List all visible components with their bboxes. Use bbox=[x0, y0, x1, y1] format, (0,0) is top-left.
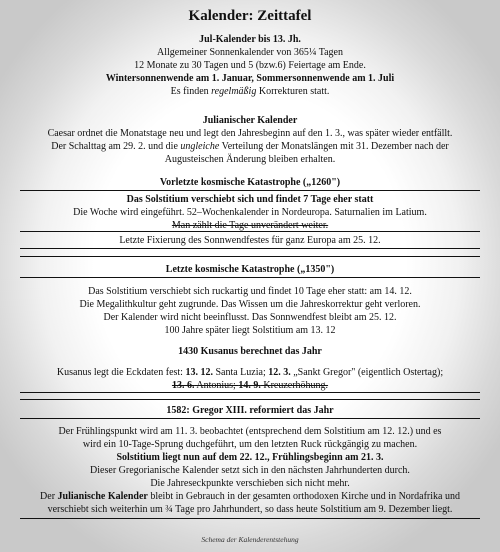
gregor-line-6 bbox=[0, 490, 500, 503]
gregor-line-1: Der Frühlingspunkt wird am 11. 3. beobachtet (entsprechend dem Solstitium am 12. 12.) und es bbox=[58, 426, 442, 437]
gregor-line-6-a: Der bbox=[40, 491, 58, 502]
gregor-line-5: Die Jahreseckpunkte verschieben sich nicht mehr. bbox=[150, 478, 350, 489]
section-jul-kalender bbox=[0, 33, 500, 98]
divider bbox=[20, 190, 480, 191]
kusanus-line-2 bbox=[0, 379, 500, 392]
divider bbox=[20, 248, 480, 249]
section-cat1 bbox=[0, 193, 500, 232]
julian-line-2-post: Verteilung der Monatslängen mit 31. Dezember nach der bbox=[219, 141, 449, 152]
section-kusanus bbox=[0, 366, 500, 392]
kusanus-date-13-12: 13. 12. bbox=[185, 367, 213, 378]
gregor-line-4: Dieser Gregorianische Kalender setzt sich in den nächsten Jahrhunderten durch. bbox=[90, 465, 410, 476]
page-title: Kalender: Zeittafel bbox=[188, 8, 312, 24]
kusanus-date-14-9: 14. 9. bbox=[238, 380, 261, 391]
cat2-line-2: Die Megalithkultur geht zugrunde. Das Wissen um die Jahreskorrektur geht verloren. bbox=[79, 299, 421, 310]
julian-line-3: Augusteischen Änderung bleiben erhalten. bbox=[164, 154, 336, 165]
kusanus-date-13-6: 13. 6. bbox=[171, 380, 195, 391]
jul-line-3: Wintersonnenwende am 1. Januar, Sommersonnenwende am 1. Juli bbox=[105, 73, 395, 84]
gregor-line-2: wird ein 10-Tage-Sprung duchgeführt, um den letzten Ruck rückgängig zu machen. bbox=[82, 439, 418, 450]
divider bbox=[20, 399, 480, 400]
jul-line-4 bbox=[0, 85, 500, 98]
gregor-line-6-c: bleibt in Gebrauch in der gesamten orthodoxen Kirche und in Nordafrika und bbox=[147, 491, 460, 502]
divider bbox=[20, 418, 480, 419]
julian-line-1: Caesar ordnet die Monatstage neu und legt den Jahresbeginn auf den 1. 3., was später wieder entfällt. bbox=[47, 128, 453, 139]
cat1-line-3: Man zählt die Tage unverändert weiter. bbox=[171, 220, 329, 231]
section-gregor bbox=[0, 425, 500, 516]
julian-line-2 bbox=[0, 140, 500, 153]
jul-heading: Jul-Kalender bis 13. Jh. bbox=[199, 34, 301, 45]
kusanus-heading: 1430 Kusanus berechnet das Jahr bbox=[178, 346, 322, 357]
jul-line-2: 12 Monate zu 30 Tagen und 5 (bzw.6) Feiertage am Ende. bbox=[134, 60, 366, 71]
jul-line-4-post: Korrekturen statt. bbox=[256, 86, 330, 97]
jul-line-4-pre: Es finden bbox=[170, 86, 212, 97]
divider bbox=[20, 277, 480, 278]
kusanus-line-2-d: Kreuzerhöhung. bbox=[260, 380, 329, 391]
cat2-line-4: 100 Jahre später liegt Solstitium am 13. 12 bbox=[164, 325, 336, 336]
kusanus-line-1-a: Kusanus legt die Eckdaten fest: bbox=[56, 367, 186, 378]
figure-caption: Schema der Kalenderentstehung bbox=[201, 535, 299, 544]
cat1-heading: Vorletzte kosmische Katastrophe („1260") bbox=[159, 177, 341, 188]
gregor-line-6-b: Julianische Kalender bbox=[57, 491, 148, 502]
jul-line-1: Allgemeiner Sonnenkalender von 365¼ Tagen bbox=[156, 47, 343, 58]
cat1-line-1: Das Solstitium verschiebt sich und findet 7 Tage eher statt bbox=[126, 194, 374, 205]
julian-heading: Julianischer Kalender bbox=[202, 115, 298, 126]
cat2-line-3: Der Kalender wird nicht beeinflusst. Das Sonnwendfest bleibt am 25. 12. bbox=[103, 312, 397, 323]
gregor-heading: 1582: Gregor XIII. reformiert das Jahr bbox=[166, 405, 334, 416]
kusanus-date-12-3: 12. 3. bbox=[268, 367, 291, 378]
kusanus-line-2-b: Antonius; bbox=[194, 380, 239, 391]
divider bbox=[20, 231, 480, 232]
cat2-line-1: Das Solstitium verschiebt sich ruckartig und findet 10 Tage eher statt: am 14. 12. bbox=[88, 286, 412, 297]
kusanus-line-1-e: „Sankt Gregor" (eigentlich Ostertag); bbox=[290, 367, 444, 378]
gregor-line-7: verschiebt sich weiterhin um ¾ Tage pro Jahrhundert, so dass heute Solstitium am 9. Dezember liegt. bbox=[47, 504, 453, 515]
gregor-line-3: Solstitium liegt nun auf dem 22. 12., Frühlingsbeginn am 21. 3. bbox=[116, 452, 384, 463]
julian-line-2-em: ungleiche bbox=[180, 141, 220, 152]
section-cat2 bbox=[0, 285, 500, 337]
kusanus-line-1 bbox=[0, 366, 500, 379]
cat2-heading: Letzte kosmische Katastrophe („1350") bbox=[165, 264, 335, 275]
section-julian bbox=[0, 114, 500, 166]
divider bbox=[20, 256, 480, 257]
julian-line-2-pre: Der Schalttag am 29. 2. und die bbox=[51, 141, 181, 152]
divider bbox=[20, 392, 480, 393]
cat1-line-4: Letzte Fixierung des Sonnwendfestes für ganz Europa am 25. 12. bbox=[119, 235, 381, 246]
jul-line-4-em: regelmäßig bbox=[211, 86, 257, 97]
divider bbox=[20, 518, 480, 519]
kusanus-line-1-c: Santa Luzia; bbox=[212, 367, 269, 378]
cat1-line-2: Die Woche wird eingeführt. 52–Wochenkalender in Nordeuropa. Saturnalien im Latium. bbox=[73, 207, 427, 218]
